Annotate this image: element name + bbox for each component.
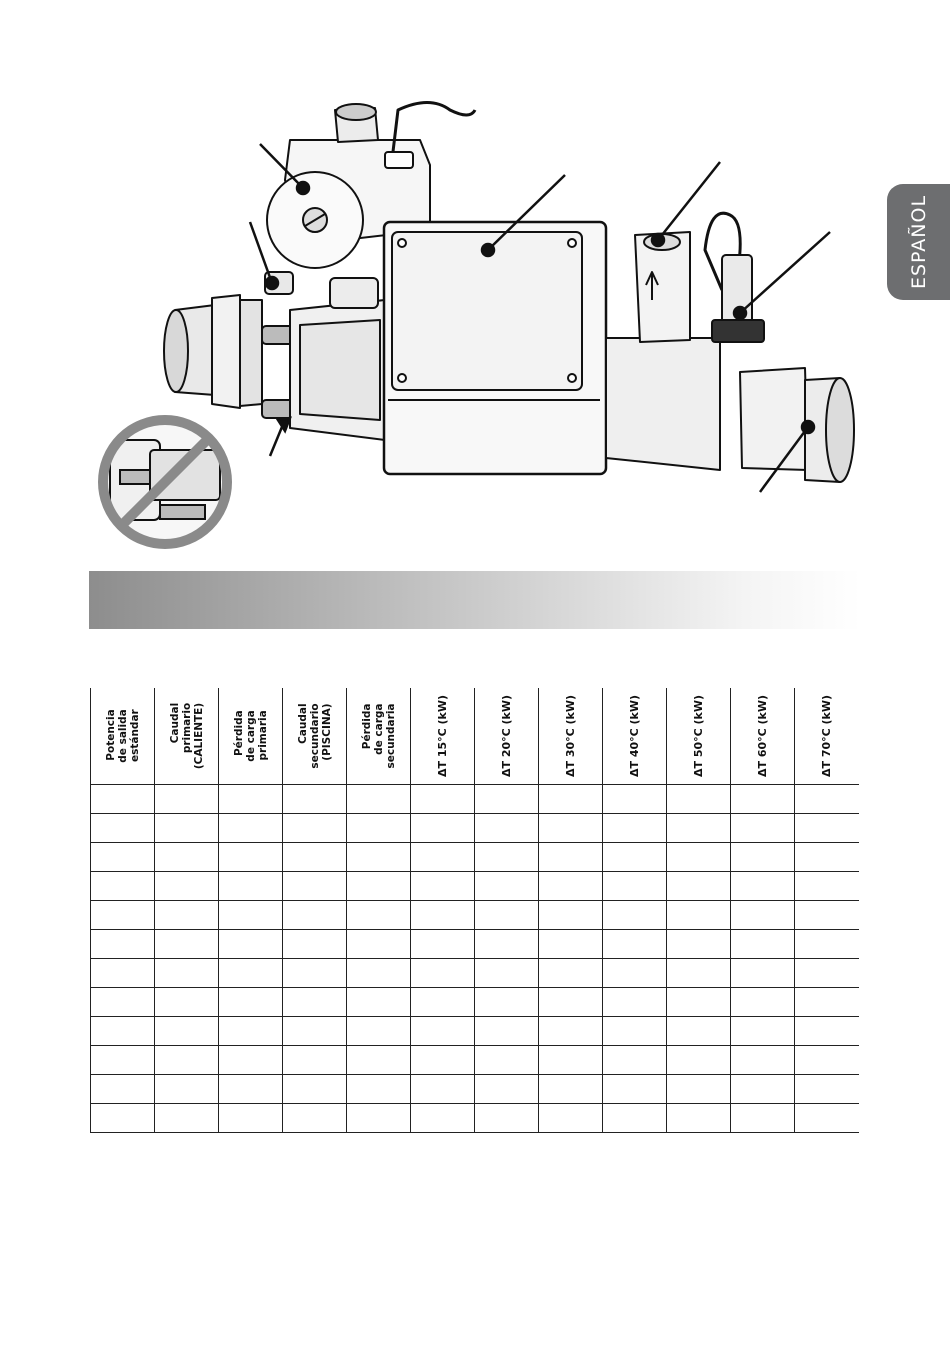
table-cell [667, 814, 731, 843]
table-cell [347, 785, 411, 814]
table-cell [667, 930, 731, 959]
table-cell [795, 814, 859, 843]
table-cell [731, 785, 795, 814]
table-cell [283, 843, 347, 872]
table-row [91, 930, 859, 959]
table-cell [91, 1046, 155, 1075]
table-cell [411, 814, 475, 843]
table-cell [603, 1075, 667, 1104]
table-cell [91, 1104, 155, 1133]
table-cell [411, 1104, 475, 1133]
header-caudal-primario: Caudal primario (CALIENTE) [155, 688, 219, 785]
right-body [606, 338, 720, 470]
table-cell [603, 988, 667, 1017]
table-cell [795, 1104, 859, 1133]
table-cell [283, 1017, 347, 1046]
table-cell [219, 959, 283, 988]
table-cell [731, 843, 795, 872]
table-cell [347, 901, 411, 930]
table-cell [667, 843, 731, 872]
table-cell [795, 1017, 859, 1046]
table-cell [219, 872, 283, 901]
table-row [91, 1104, 859, 1133]
table-cell [347, 1017, 411, 1046]
table-cell [731, 1104, 795, 1133]
table-cell [475, 1075, 539, 1104]
table-cell [603, 959, 667, 988]
table-cell [283, 1075, 347, 1104]
table-row [91, 959, 859, 988]
table-cell [795, 785, 859, 814]
table-cell [219, 1017, 283, 1046]
table-cell [91, 901, 155, 930]
header-dt-20: ΔT 20°C (kW) [475, 688, 539, 785]
table-cell [475, 901, 539, 930]
table-row [91, 1017, 859, 1046]
table-cell [91, 1075, 155, 1104]
table-cell [667, 785, 731, 814]
table-cell [603, 1046, 667, 1075]
table-cell [731, 930, 795, 959]
table-cell [155, 1104, 219, 1133]
table-cell [91, 872, 155, 901]
table-cell [731, 814, 795, 843]
table-cell [475, 785, 539, 814]
table-cell [347, 988, 411, 1017]
header-perdida-primaria: Pérdida de carga primaria [219, 688, 283, 785]
table-cell [731, 872, 795, 901]
table-cell [347, 959, 411, 988]
table-cell [539, 901, 603, 930]
table-cell [795, 988, 859, 1017]
table-cell [475, 1017, 539, 1046]
table-cell [219, 785, 283, 814]
table-cell [219, 814, 283, 843]
table-row [91, 1075, 859, 1104]
table-row [91, 814, 859, 843]
table-cell [155, 1075, 219, 1104]
table-cell [155, 843, 219, 872]
table-cell [603, 814, 667, 843]
table-cell [411, 930, 475, 959]
header-dt-30: ΔT 30°C (kW) [539, 688, 603, 785]
table-cell [283, 930, 347, 959]
table-cell [667, 872, 731, 901]
header-dt-15: ΔT 15°C (kW) [411, 688, 475, 785]
table-cell [91, 1017, 155, 1046]
table-row [91, 901, 859, 930]
header-perdida-secundaria: Pérdida de carga secundaria [347, 688, 411, 785]
table-cell [155, 930, 219, 959]
table-cell [347, 843, 411, 872]
table-cell [283, 901, 347, 930]
table-cell [347, 872, 411, 901]
table-cell [475, 959, 539, 988]
table-cell [91, 843, 155, 872]
table-cell [91, 930, 155, 959]
table-cell [539, 1104, 603, 1133]
table-cell [283, 872, 347, 901]
table-row [91, 785, 859, 814]
table-cell [667, 988, 731, 1017]
table-cell [539, 930, 603, 959]
table-cell [795, 901, 859, 930]
no-entry-circle-icon [95, 415, 235, 550]
table-cell [475, 1046, 539, 1075]
table-cell [347, 1075, 411, 1104]
table-cell [795, 843, 859, 872]
table-cell [795, 1075, 859, 1104]
table-cell [347, 930, 411, 959]
table-cell [667, 1075, 731, 1104]
table-cell [603, 843, 667, 872]
table-cell [283, 814, 347, 843]
language-tab-label: ESPAÑOL [907, 194, 930, 290]
table-cell [731, 1017, 795, 1046]
table-cell [155, 1046, 219, 1075]
table-cell [411, 1017, 475, 1046]
table-cell [219, 988, 283, 1017]
table-cell [411, 843, 475, 872]
table-header-row [91, 688, 859, 785]
table-cell [795, 959, 859, 988]
language-tab [887, 184, 950, 300]
table-cell [155, 901, 219, 930]
table-cell [411, 901, 475, 930]
table-cell [219, 901, 283, 930]
table-cell [411, 872, 475, 901]
table-cell [155, 1017, 219, 1046]
header-dt-70: ΔT 70°C (kW) [795, 688, 859, 785]
table-row [91, 988, 859, 1017]
table-cell [539, 1017, 603, 1046]
table-cell [155, 814, 219, 843]
table-row [91, 1046, 859, 1075]
table-cell [475, 843, 539, 872]
table-cell [731, 1075, 795, 1104]
table-cell [411, 1075, 475, 1104]
table-cell [539, 872, 603, 901]
table-cell [219, 843, 283, 872]
table-cell [219, 1104, 283, 1133]
table-cell [91, 988, 155, 1017]
table-cell [667, 901, 731, 930]
right-pipe-outlet [826, 378, 854, 482]
header-caudal-secundario: Caudal secundario (PISCINA) [283, 688, 347, 785]
table-cell [539, 843, 603, 872]
table-cell [475, 1104, 539, 1133]
specification-table [90, 688, 859, 1133]
table-row [91, 843, 859, 872]
table-cell [731, 1046, 795, 1075]
right-union-nut [740, 368, 808, 470]
table-cell [411, 959, 475, 988]
table-cell [603, 1104, 667, 1133]
table-cell [603, 901, 667, 930]
table-cell [539, 814, 603, 843]
table-cell [539, 1046, 603, 1075]
table-cell [155, 785, 219, 814]
table-cell [731, 959, 795, 988]
table-cell [283, 785, 347, 814]
table-cell [219, 1075, 283, 1104]
table-cell [667, 1017, 731, 1046]
header-potencia: Potencia de salida estándar [91, 688, 155, 785]
left-union-nut [212, 295, 240, 408]
table-cell [219, 1046, 283, 1075]
table-cell [155, 959, 219, 988]
table-cell [539, 988, 603, 1017]
table-cell [347, 1104, 411, 1133]
table-cell [603, 785, 667, 814]
table-cell [155, 988, 219, 1017]
table-cell [475, 930, 539, 959]
table-cell [283, 1046, 347, 1075]
header-dt-50: ΔT 50°C (kW) [667, 688, 731, 785]
table-cell [603, 930, 667, 959]
header-dt-60: ΔT 60°C (kW) [731, 688, 795, 785]
table-cell [795, 1046, 859, 1075]
table-cell [795, 930, 859, 959]
table-cell [731, 988, 795, 1017]
table-cell [475, 988, 539, 1017]
table-cell [667, 1046, 731, 1075]
header-dt-40: ΔT 40°C (kW) [603, 688, 667, 785]
table-cell [667, 1104, 731, 1133]
table-cell [411, 988, 475, 1017]
table-cell [411, 785, 475, 814]
table-cell [283, 959, 347, 988]
table-cell [539, 959, 603, 988]
table-cell [603, 872, 667, 901]
table-cell [539, 1075, 603, 1104]
table-cell [347, 814, 411, 843]
table-cell [91, 814, 155, 843]
table-cell [603, 1017, 667, 1046]
table-cell [475, 872, 539, 901]
table-cell [91, 959, 155, 988]
table-cell [91, 785, 155, 814]
table-cell [731, 901, 795, 930]
table-cell [667, 959, 731, 988]
table-cell [475, 814, 539, 843]
table-cell [219, 930, 283, 959]
section-header-band [89, 571, 861, 629]
table-cell [539, 785, 603, 814]
table-cell [283, 988, 347, 1017]
table-cell [411, 1046, 475, 1075]
table-row [91, 872, 859, 901]
heat-exchanger-illustration [0, 0, 950, 560]
table-cell [155, 872, 219, 901]
table-cell [283, 1104, 347, 1133]
table-cell [795, 872, 859, 901]
table-cell [347, 1046, 411, 1075]
